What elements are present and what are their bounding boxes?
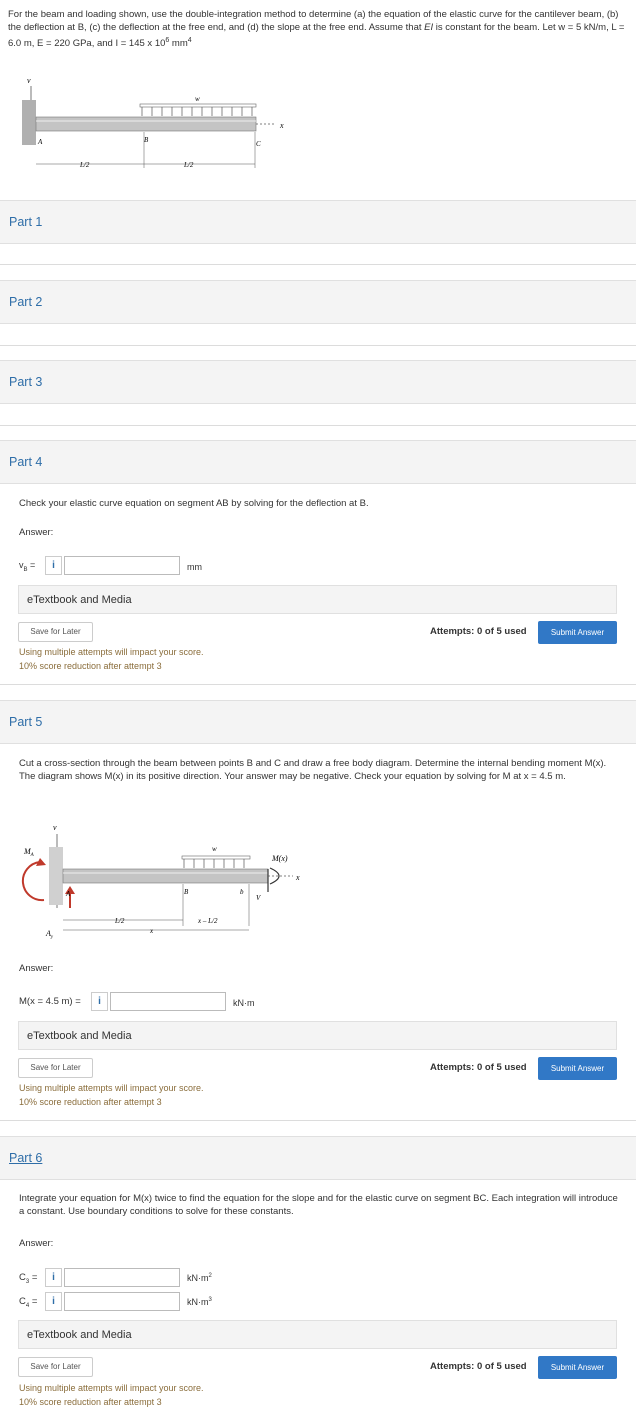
fig1-x-label: x xyxy=(280,121,284,130)
fig1-load-arrows xyxy=(142,107,252,116)
c4-input[interactable] xyxy=(64,1292,180,1311)
mx-input[interactable] xyxy=(110,992,226,1011)
part6-attempts: Attempts: 0 of 5 used xyxy=(430,1361,527,1372)
part5-warn2: 10% score reduction after attempt 3 xyxy=(19,1097,162,1107)
fbd-figure xyxy=(18,818,318,943)
fig2-v-shear: V xyxy=(256,894,261,902)
part-5-header[interactable]: Part 5 xyxy=(0,700,636,744)
part5-attempts: Attempts: 0 of 5 used xyxy=(430,1062,527,1073)
fig2-v-label: v xyxy=(53,823,57,832)
c3-info-icon[interactable]: i xyxy=(45,1268,62,1287)
fig2-x-label: x xyxy=(296,873,300,882)
part6-warn1: Using multiple attempts will impact your score. xyxy=(19,1383,204,1393)
fig2-xmin-dim: x – L/2 xyxy=(198,917,218,925)
part4-warn2: 10% score reduction after attempt 3 xyxy=(19,661,162,671)
vb-label: $v_B$ = xyxy=(19,560,36,573)
part4-prompt: Check your elastic curve equation on segment AB by solving for the deflection at B. xyxy=(19,498,369,509)
part6-prompt: Integrate your equation for M(x) twice to find the equation for the slope and for the elastic curve on segment BC. Each integration will introduce a constant. Use boundary conditions to solve for these constants. xyxy=(19,1193,618,1217)
part6-etextbook[interactable]: eTextbook and Media xyxy=(18,1320,617,1349)
part4-warn1: Using multiple attempts will impact your score. xyxy=(19,647,204,657)
fig2-moment-arc xyxy=(23,862,44,900)
fig2-point-b: B xyxy=(184,888,189,896)
fig1-w-label: w xyxy=(195,95,200,103)
mx-info-icon[interactable]: i xyxy=(91,992,108,1011)
beam-figure xyxy=(18,70,308,185)
c3-input[interactable] xyxy=(64,1268,180,1287)
part-4-header[interactable]: Part 4 xyxy=(0,440,636,484)
c4-unit: $kN\cdot m^3$ xyxy=(187,1297,212,1307)
part6-save-for-later[interactable]: Save for Later xyxy=(18,1357,93,1377)
mx-label: M(x = 4.5 m) = xyxy=(19,996,81,1007)
vb-info-icon[interactable]: i xyxy=(45,556,62,575)
fig2-w-label: w xyxy=(212,845,217,853)
part6-warn2: 10% score reduction after attempt 3 xyxy=(19,1397,162,1407)
part5-save-for-later[interactable]: Save for Later xyxy=(18,1058,93,1078)
fig2-x-dim: x xyxy=(150,927,154,935)
fig2-point-a: A xyxy=(66,890,71,898)
fig2-beam xyxy=(63,869,268,883)
fig2-ma-label: $M_A$ xyxy=(24,847,34,858)
c3-label: $C_3$ = xyxy=(19,1272,38,1285)
part-3-header[interactable]: Part 3 xyxy=(0,360,636,404)
fig1-half1: L/2 xyxy=(80,161,90,169)
part6-submit-button[interactable]: Submit Answer xyxy=(538,1356,617,1379)
fig2-mx-label: M(x) xyxy=(272,854,288,863)
part4-save-for-later[interactable]: Save for Later xyxy=(18,622,93,642)
c3-unit: $kN\cdot m^2$ xyxy=(187,1273,212,1283)
fig1-beam xyxy=(36,117,256,131)
part6-answer-label: Answer: xyxy=(19,1238,54,1249)
part-2-header[interactable]: Part 2 xyxy=(0,280,636,324)
fig1-v-label: v xyxy=(27,76,31,85)
fig2-wall xyxy=(49,847,63,905)
c4-info-icon[interactable]: i xyxy=(45,1292,62,1311)
fig1-point-b: B xyxy=(144,136,149,144)
vb-input[interactable] xyxy=(64,556,180,575)
fig1-point-c: C xyxy=(256,140,261,148)
fig2-load-arrows xyxy=(184,859,244,868)
part4-answer-label: Answer: xyxy=(19,527,54,538)
fig1-half2: L/2 xyxy=(184,161,194,169)
part5-prompt: Cut a cross-section through the beam between points B and C and draw a free body diagram. Determine the internal bending moment M(x). The diagram shows M(x) in its positive direction. Your answer may be negative. Check your equation by solving for M at x = 4.5 m. xyxy=(19,758,607,782)
fig1-load-bar xyxy=(140,104,256,107)
part5-submit-button[interactable]: Submit Answer xyxy=(538,1057,617,1080)
fig2-half: L/2 xyxy=(115,917,125,925)
part5-etextbook[interactable]: eTextbook and Media xyxy=(18,1021,617,1050)
problem-statement: For the beam and loading shown, use the double-integration method to determine (a) the equation of the elastic curve for the cantilever beam, (b) the deflection at B, (c) the deflection at the free end, and (d) the slope at the free end. Assume that EI is constant for the beam. Let w = 5 kN/m, L = 6.0 m, E = 220 GPa, and I = 145 x $10^6$ $mm^4$ xyxy=(8,9,625,50)
part5-answer-label: Answer: xyxy=(19,963,54,974)
part4-etextbook[interactable]: eTextbook and Media xyxy=(18,585,617,614)
fig2-point-b-lower: b xyxy=(240,888,244,896)
fig1-point-a: A xyxy=(38,138,43,146)
part5-warn1: Using multiple attempts will impact your score. xyxy=(19,1083,204,1093)
vb-unit: mm xyxy=(187,562,202,572)
fig2-ay-label: $A_y$ xyxy=(46,929,54,940)
part-1-header[interactable]: Part 1 xyxy=(0,200,636,244)
mx-unit: kN·m xyxy=(233,998,255,1008)
part-6-header[interactable]: Part 6 xyxy=(0,1136,636,1180)
c4-label: $C_4$ = xyxy=(19,1296,38,1309)
part4-submit-button[interactable]: Submit Answer xyxy=(538,621,617,644)
part4-attempts: Attempts: 0 of 5 used xyxy=(430,626,527,637)
fig1-wall xyxy=(22,100,36,145)
